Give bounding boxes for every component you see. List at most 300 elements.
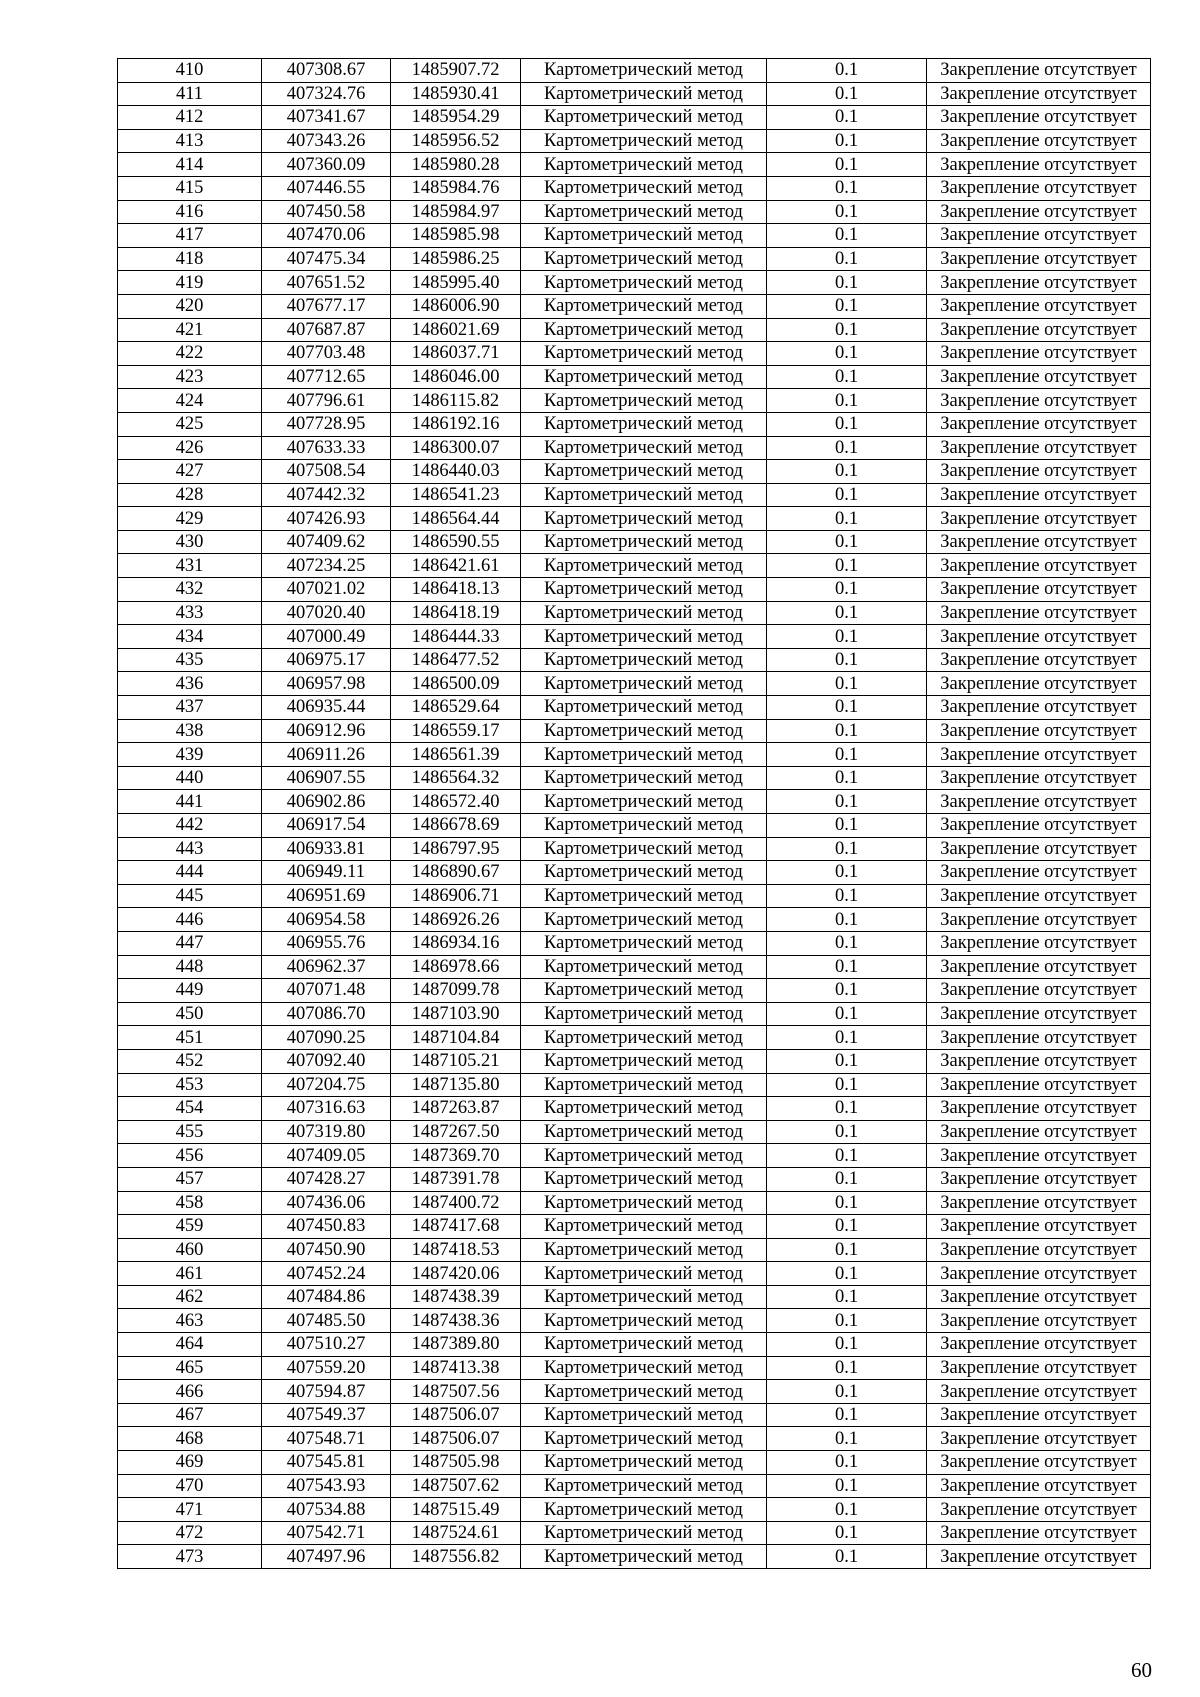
fixation-cell: Закрепление отсутствует — [927, 483, 1151, 507]
x-coordinate-cell: 407712.65 — [262, 365, 391, 389]
x-coordinate-cell: 407092.40 — [262, 1049, 391, 1073]
y-coordinate-cell: 1486418.13 — [391, 578, 521, 602]
y-coordinate-cell: 1486440.03 — [391, 460, 521, 484]
y-coordinate-cell: 1487400.72 — [391, 1191, 521, 1215]
accuracy-cell: 0.1 — [767, 884, 927, 908]
fixation-cell: Закрепление отсутствует — [927, 129, 1151, 153]
point-number-cell: 412 — [118, 106, 262, 130]
x-coordinate-cell: 407687.87 — [262, 318, 391, 342]
accuracy-cell: 0.1 — [767, 176, 927, 200]
fixation-cell: Закрепление отсутствует — [927, 1285, 1151, 1309]
point-number-cell: 430 — [118, 530, 262, 554]
point-number-cell: 436 — [118, 672, 262, 696]
table-row — [118, 318, 1151, 342]
table-row — [118, 672, 1151, 696]
table-row — [118, 530, 1151, 554]
method-cell: Картометрический метод — [521, 82, 767, 106]
table-row — [118, 601, 1151, 625]
fixation-cell: Закрепление отсутствует — [927, 672, 1151, 696]
fixation-cell: Закрепление отсутствует — [927, 1238, 1151, 1262]
x-coordinate-cell: 407000.49 — [262, 625, 391, 649]
table-row — [118, 1262, 1151, 1286]
x-coordinate-cell: 407071.48 — [262, 979, 391, 1003]
point-number-cell: 465 — [118, 1356, 262, 1380]
y-coordinate-cell: 1486444.33 — [391, 625, 521, 649]
x-coordinate-cell: 406949.11 — [262, 861, 391, 885]
method-cell: Картометрический метод — [521, 625, 767, 649]
accuracy-cell: 0.1 — [767, 1238, 927, 1262]
x-coordinate-cell: 407086.70 — [262, 1002, 391, 1026]
y-coordinate-cell: 1486192.16 — [391, 412, 521, 436]
fixation-cell: Закрепление отсутствует — [927, 601, 1151, 625]
table-row — [118, 1120, 1151, 1144]
fixation-cell: Закрепление отсутствует — [927, 460, 1151, 484]
table-row — [118, 412, 1151, 436]
table-row — [118, 1474, 1151, 1498]
accuracy-cell: 0.1 — [767, 1120, 927, 1144]
point-number-cell: 439 — [118, 743, 262, 767]
accuracy-cell: 0.1 — [767, 342, 927, 366]
point-number-cell: 451 — [118, 1026, 262, 1050]
x-coordinate-cell: 407234.25 — [262, 554, 391, 578]
table-row — [118, 59, 1151, 83]
point-number-cell: 448 — [118, 955, 262, 979]
fixation-cell: Закрепление отсутствует — [927, 1097, 1151, 1121]
accuracy-cell: 0.1 — [767, 908, 927, 932]
accuracy-cell: 0.1 — [767, 955, 927, 979]
method-cell: Картометрический метод — [521, 1403, 767, 1427]
point-number-cell: 472 — [118, 1521, 262, 1545]
table-row — [118, 861, 1151, 885]
fixation-cell: Закрепление отсутствует — [927, 389, 1151, 413]
method-cell: Картометрический метод — [521, 271, 767, 295]
method-cell: Картометрический метод — [521, 483, 767, 507]
accuracy-cell: 0.1 — [767, 814, 927, 838]
accuracy-cell: 0.1 — [767, 365, 927, 389]
x-coordinate-cell: 407475.34 — [262, 247, 391, 271]
x-coordinate-cell: 407360.09 — [262, 153, 391, 177]
fixation-cell: Закрепление отсутствует — [927, 1498, 1151, 1522]
method-cell: Картометрический метод — [521, 176, 767, 200]
point-number-cell: 426 — [118, 436, 262, 460]
point-number-cell: 429 — [118, 507, 262, 531]
y-coordinate-cell: 1486500.09 — [391, 672, 521, 696]
method-cell: Картометрический метод — [521, 908, 767, 932]
y-coordinate-cell: 1486561.39 — [391, 743, 521, 767]
method-cell: Картометрический метод — [521, 790, 767, 814]
y-coordinate-cell: 1486590.55 — [391, 530, 521, 554]
x-coordinate-cell: 407319.80 — [262, 1120, 391, 1144]
x-coordinate-cell: 407728.95 — [262, 412, 391, 436]
x-coordinate-cell: 407409.05 — [262, 1144, 391, 1168]
accuracy-cell: 0.1 — [767, 483, 927, 507]
accuracy-cell: 0.1 — [767, 153, 927, 177]
fixation-cell: Закрепление отсутствует — [927, 766, 1151, 790]
table-row — [118, 1049, 1151, 1073]
method-cell: Картометрический метод — [521, 1002, 767, 1026]
x-coordinate-cell: 406962.37 — [262, 955, 391, 979]
y-coordinate-cell: 1486046.00 — [391, 365, 521, 389]
y-coordinate-cell: 1485995.40 — [391, 271, 521, 295]
y-coordinate-cell: 1487391.78 — [391, 1167, 521, 1191]
fixation-cell: Закрепление отсутствует — [927, 412, 1151, 436]
y-coordinate-cell: 1485907.72 — [391, 59, 521, 83]
fixation-cell: Закрепление отсутствует — [927, 59, 1151, 83]
fixation-cell: Закрепление отсутствует — [927, 648, 1151, 672]
method-cell: Картометрический метод — [521, 129, 767, 153]
point-number-cell: 438 — [118, 719, 262, 743]
table-row — [118, 1167, 1151, 1191]
method-cell: Картометрический метод — [521, 648, 767, 672]
y-coordinate-cell: 1486934.16 — [391, 931, 521, 955]
y-coordinate-cell: 1486978.66 — [391, 955, 521, 979]
point-number-cell: 423 — [118, 365, 262, 389]
method-cell: Картометрический метод — [521, 224, 767, 248]
fixation-cell: Закрепление отсутствует — [927, 176, 1151, 200]
fixation-cell: Закрепление отсутствует — [927, 1167, 1151, 1191]
point-number-cell: 467 — [118, 1403, 262, 1427]
x-coordinate-cell: 407534.88 — [262, 1498, 391, 1522]
x-coordinate-cell: 406907.55 — [262, 766, 391, 790]
fixation-cell: Закрепление отсутствует — [927, 861, 1151, 885]
method-cell: Картометрический метод — [521, 436, 767, 460]
table-row — [118, 648, 1151, 672]
method-cell: Картометрический метод — [521, 1049, 767, 1073]
y-coordinate-cell: 1486572.40 — [391, 790, 521, 814]
method-cell: Картометрический метод — [521, 578, 767, 602]
x-coordinate-cell: 406935.44 — [262, 696, 391, 720]
method-cell: Картометрический метод — [521, 294, 767, 318]
point-number-cell: 415 — [118, 176, 262, 200]
accuracy-cell: 0.1 — [767, 861, 927, 885]
point-number-cell: 413 — [118, 129, 262, 153]
accuracy-cell: 0.1 — [767, 1026, 927, 1050]
accuracy-cell: 0.1 — [767, 1167, 927, 1191]
y-coordinate-cell: 1486906.71 — [391, 884, 521, 908]
x-coordinate-cell: 407796.61 — [262, 389, 391, 413]
fixation-cell: Закрепление отсутствует — [927, 578, 1151, 602]
accuracy-cell: 0.1 — [767, 696, 927, 720]
table-row — [118, 1026, 1151, 1050]
x-coordinate-cell: 407677.17 — [262, 294, 391, 318]
point-number-cell: 450 — [118, 1002, 262, 1026]
point-number-cell: 424 — [118, 389, 262, 413]
point-number-cell: 434 — [118, 625, 262, 649]
y-coordinate-cell: 1487507.56 — [391, 1380, 521, 1404]
accuracy-cell: 0.1 — [767, 1191, 927, 1215]
method-cell: Картометрический метод — [521, 766, 767, 790]
accuracy-cell: 0.1 — [767, 412, 927, 436]
x-coordinate-cell: 407452.24 — [262, 1262, 391, 1286]
point-number-cell: 454 — [118, 1097, 262, 1121]
accuracy-cell: 0.1 — [767, 129, 927, 153]
fixation-cell: Закрепление отсутствует — [927, 294, 1151, 318]
x-coordinate-cell: 407542.71 — [262, 1521, 391, 1545]
table-row — [118, 625, 1151, 649]
accuracy-cell: 0.1 — [767, 106, 927, 130]
x-coordinate-cell: 407090.25 — [262, 1026, 391, 1050]
x-coordinate-cell: 407343.26 — [262, 129, 391, 153]
table-row — [118, 1427, 1151, 1451]
x-coordinate-cell: 407548.71 — [262, 1427, 391, 1451]
fixation-cell: Закрепление отсутствует — [927, 1309, 1151, 1333]
y-coordinate-cell: 1486418.19 — [391, 601, 521, 625]
fixation-cell: Закрепление отсутствует — [927, 224, 1151, 248]
method-cell: Картометрический метод — [521, 955, 767, 979]
method-cell: Картометрический метод — [521, 153, 767, 177]
method-cell: Картометрический метод — [521, 59, 767, 83]
table-row — [118, 719, 1151, 743]
x-coordinate-cell: 407409.62 — [262, 530, 391, 554]
method-cell: Картометрический метод — [521, 507, 767, 531]
accuracy-cell: 0.1 — [767, 1309, 927, 1333]
method-cell: Картометрический метод — [521, 1097, 767, 1121]
x-coordinate-cell: 406975.17 — [262, 648, 391, 672]
fixation-cell: Закрепление отсутствует — [927, 1002, 1151, 1026]
method-cell: Картометрический метод — [521, 1238, 767, 1262]
fixation-cell: Закрепление отсутствует — [927, 247, 1151, 271]
fixation-cell: Закрепление отсутствует — [927, 1474, 1151, 1498]
method-cell: Картометрический метод — [521, 389, 767, 413]
fixation-cell: Закрепление отсутствует — [927, 436, 1151, 460]
y-coordinate-cell: 1486564.32 — [391, 766, 521, 790]
point-number-cell: 463 — [118, 1309, 262, 1333]
table-row — [118, 365, 1151, 389]
point-number-cell: 421 — [118, 318, 262, 342]
x-coordinate-cell: 407020.40 — [262, 601, 391, 625]
point-number-cell: 435 — [118, 648, 262, 672]
accuracy-cell: 0.1 — [767, 719, 927, 743]
table-row — [118, 271, 1151, 295]
method-cell: Картометрический метод — [521, 1545, 767, 1569]
point-number-cell: 417 — [118, 224, 262, 248]
method-cell: Картометрический метод — [521, 200, 767, 224]
fixation-cell: Закрепление отсутствует — [927, 106, 1151, 130]
accuracy-cell: 0.1 — [767, 59, 927, 83]
fixation-cell: Закрепление отсутствует — [927, 1333, 1151, 1357]
accuracy-cell: 0.1 — [767, 1521, 927, 1545]
table-row — [118, 908, 1151, 932]
x-coordinate-cell: 407633.33 — [262, 436, 391, 460]
fixation-cell: Закрепление отсутствует — [927, 342, 1151, 366]
table-row — [118, 153, 1151, 177]
table-row — [118, 1356, 1151, 1380]
point-number-cell: 460 — [118, 1238, 262, 1262]
x-coordinate-cell: 407485.50 — [262, 1309, 391, 1333]
table-row — [118, 1521, 1151, 1545]
x-coordinate-cell: 407446.55 — [262, 176, 391, 200]
accuracy-cell: 0.1 — [767, 1333, 927, 1357]
x-coordinate-cell: 407543.93 — [262, 1474, 391, 1498]
y-coordinate-cell: 1487505.98 — [391, 1451, 521, 1475]
point-number-cell: 457 — [118, 1167, 262, 1191]
y-coordinate-cell: 1486541.23 — [391, 483, 521, 507]
point-number-cell: 452 — [118, 1049, 262, 1073]
accuracy-cell: 0.1 — [767, 460, 927, 484]
accuracy-cell: 0.1 — [767, 1049, 927, 1073]
method-cell: Картометрический метод — [521, 554, 767, 578]
accuracy-cell: 0.1 — [767, 554, 927, 578]
point-number-cell: 428 — [118, 483, 262, 507]
x-coordinate-cell: 407341.67 — [262, 106, 391, 130]
table-row — [118, 1191, 1151, 1215]
table-row — [118, 389, 1151, 413]
point-number-cell: 453 — [118, 1073, 262, 1097]
point-number-cell: 427 — [118, 460, 262, 484]
accuracy-cell: 0.1 — [767, 979, 927, 1003]
table-row — [118, 696, 1151, 720]
accuracy-cell: 0.1 — [767, 1097, 927, 1121]
accuracy-cell: 0.1 — [767, 318, 927, 342]
y-coordinate-cell: 1486564.44 — [391, 507, 521, 531]
fixation-cell: Закрепление отсутствует — [927, 696, 1151, 720]
y-coordinate-cell: 1486421.61 — [391, 554, 521, 578]
x-coordinate-cell: 407316.63 — [262, 1097, 391, 1121]
accuracy-cell: 0.1 — [767, 1474, 927, 1498]
table-row — [118, 176, 1151, 200]
table-row — [118, 979, 1151, 1003]
method-cell: Картометрический метод — [521, 719, 767, 743]
y-coordinate-cell: 1486926.26 — [391, 908, 521, 932]
fixation-cell: Закрепление отсутствует — [927, 153, 1151, 177]
fixation-cell: Закрепление отсутствует — [927, 625, 1151, 649]
y-coordinate-cell: 1485984.97 — [391, 200, 521, 224]
fixation-cell: Закрепление отсутствует — [927, 1427, 1151, 1451]
table-row — [118, 224, 1151, 248]
table-row — [118, 931, 1151, 955]
accuracy-cell: 0.1 — [767, 1002, 927, 1026]
x-coordinate-cell: 406912.96 — [262, 719, 391, 743]
y-coordinate-cell: 1487135.80 — [391, 1073, 521, 1097]
table-row — [118, 1333, 1151, 1357]
table-row — [118, 884, 1151, 908]
y-coordinate-cell: 1487389.80 — [391, 1333, 521, 1357]
table-row — [118, 247, 1151, 271]
y-coordinate-cell: 1487515.49 — [391, 1498, 521, 1522]
table-row — [118, 1498, 1151, 1522]
accuracy-cell: 0.1 — [767, 1285, 927, 1309]
table-row — [118, 106, 1151, 130]
point-number-cell: 432 — [118, 578, 262, 602]
table-row — [118, 1144, 1151, 1168]
accuracy-cell: 0.1 — [767, 1545, 927, 1569]
x-coordinate-cell: 407510.27 — [262, 1333, 391, 1357]
fixation-cell: Закрепление отсутствует — [927, 1451, 1151, 1475]
y-coordinate-cell: 1487507.62 — [391, 1474, 521, 1498]
fixation-cell: Закрепление отсутствует — [927, 884, 1151, 908]
y-coordinate-cell: 1487524.61 — [391, 1521, 521, 1545]
accuracy-cell: 0.1 — [767, 294, 927, 318]
y-coordinate-cell: 1486797.95 — [391, 837, 521, 861]
y-coordinate-cell: 1485930.41 — [391, 82, 521, 106]
y-coordinate-cell: 1485984.76 — [391, 176, 521, 200]
accuracy-cell: 0.1 — [767, 1403, 927, 1427]
x-coordinate-cell: 407308.67 — [262, 59, 391, 83]
y-coordinate-cell: 1487556.82 — [391, 1545, 521, 1569]
method-cell: Картометрический метод — [521, 1451, 767, 1475]
method-cell: Картометрический метод — [521, 601, 767, 625]
fixation-cell: Закрепление отсутствует — [927, 1262, 1151, 1286]
x-coordinate-cell: 407428.27 — [262, 1167, 391, 1191]
y-coordinate-cell: 1486890.67 — [391, 861, 521, 885]
y-coordinate-cell: 1487105.21 — [391, 1049, 521, 1073]
x-coordinate-cell: 407703.48 — [262, 342, 391, 366]
method-cell: Картометрический метод — [521, 1380, 767, 1404]
method-cell: Картометрический метод — [521, 1191, 767, 1215]
accuracy-cell: 0.1 — [767, 1380, 927, 1404]
point-number-cell: 464 — [118, 1333, 262, 1357]
table-row — [118, 507, 1151, 531]
point-number-cell: 425 — [118, 412, 262, 436]
method-cell: Картометрический метод — [521, 1285, 767, 1309]
point-number-cell: 414 — [118, 153, 262, 177]
fixation-cell: Закрепление отсутствует — [927, 1073, 1151, 1097]
point-number-cell: 461 — [118, 1262, 262, 1286]
fixation-cell: Закрепление отсутствует — [927, 1049, 1151, 1073]
y-coordinate-cell: 1485985.98 — [391, 224, 521, 248]
method-cell: Картометрический метод — [521, 1498, 767, 1522]
accuracy-cell: 0.1 — [767, 507, 927, 531]
fixation-cell: Закрепление отсутствует — [927, 1026, 1151, 1050]
x-coordinate-cell: 407549.37 — [262, 1403, 391, 1427]
y-coordinate-cell: 1486529.64 — [391, 696, 521, 720]
point-number-cell: 431 — [118, 554, 262, 578]
accuracy-cell: 0.1 — [767, 1356, 927, 1380]
accuracy-cell: 0.1 — [767, 648, 927, 672]
method-cell: Картометрический метод — [521, 1120, 767, 1144]
point-number-cell: 455 — [118, 1120, 262, 1144]
point-number-cell: 468 — [118, 1427, 262, 1451]
fixation-cell: Закрепление отсутствует — [927, 1521, 1151, 1545]
table-row — [118, 342, 1151, 366]
y-coordinate-cell: 1487438.39 — [391, 1285, 521, 1309]
table-row — [118, 837, 1151, 861]
accuracy-cell: 0.1 — [767, 1262, 927, 1286]
page-number: 60 — [1131, 1658, 1152, 1682]
table-row — [118, 1002, 1151, 1026]
table-row — [118, 1073, 1151, 1097]
table-row — [118, 1380, 1151, 1404]
table-row — [118, 129, 1151, 153]
table-body — [118, 59, 1151, 1569]
y-coordinate-cell: 1487104.84 — [391, 1026, 521, 1050]
table-row — [118, 743, 1151, 767]
x-coordinate-cell: 406911.26 — [262, 743, 391, 767]
y-coordinate-cell: 1485986.25 — [391, 247, 521, 271]
table-row — [118, 436, 1151, 460]
y-coordinate-cell: 1487438.36 — [391, 1309, 521, 1333]
method-cell: Картометрический метод — [521, 460, 767, 484]
point-number-cell: 470 — [118, 1474, 262, 1498]
fixation-cell: Закрепление отсутствует — [927, 719, 1151, 743]
accuracy-cell: 0.1 — [767, 766, 927, 790]
point-number-cell: 416 — [118, 200, 262, 224]
point-number-cell: 411 — [118, 82, 262, 106]
x-coordinate-cell: 407450.83 — [262, 1215, 391, 1239]
accuracy-cell: 0.1 — [767, 743, 927, 767]
table-row — [118, 1238, 1151, 1262]
table-row — [118, 460, 1151, 484]
point-number-cell: 459 — [118, 1215, 262, 1239]
fixation-cell: Закрепление отсутствует — [927, 1356, 1151, 1380]
point-number-cell: 440 — [118, 766, 262, 790]
method-cell: Картометрический метод — [521, 318, 767, 342]
method-cell: Картометрический метод — [521, 884, 767, 908]
method-cell: Картометрический метод — [521, 1073, 767, 1097]
method-cell: Картометрический метод — [521, 814, 767, 838]
fixation-cell: Закрепление отсутствует — [927, 554, 1151, 578]
method-cell: Картометрический метод — [521, 1026, 767, 1050]
